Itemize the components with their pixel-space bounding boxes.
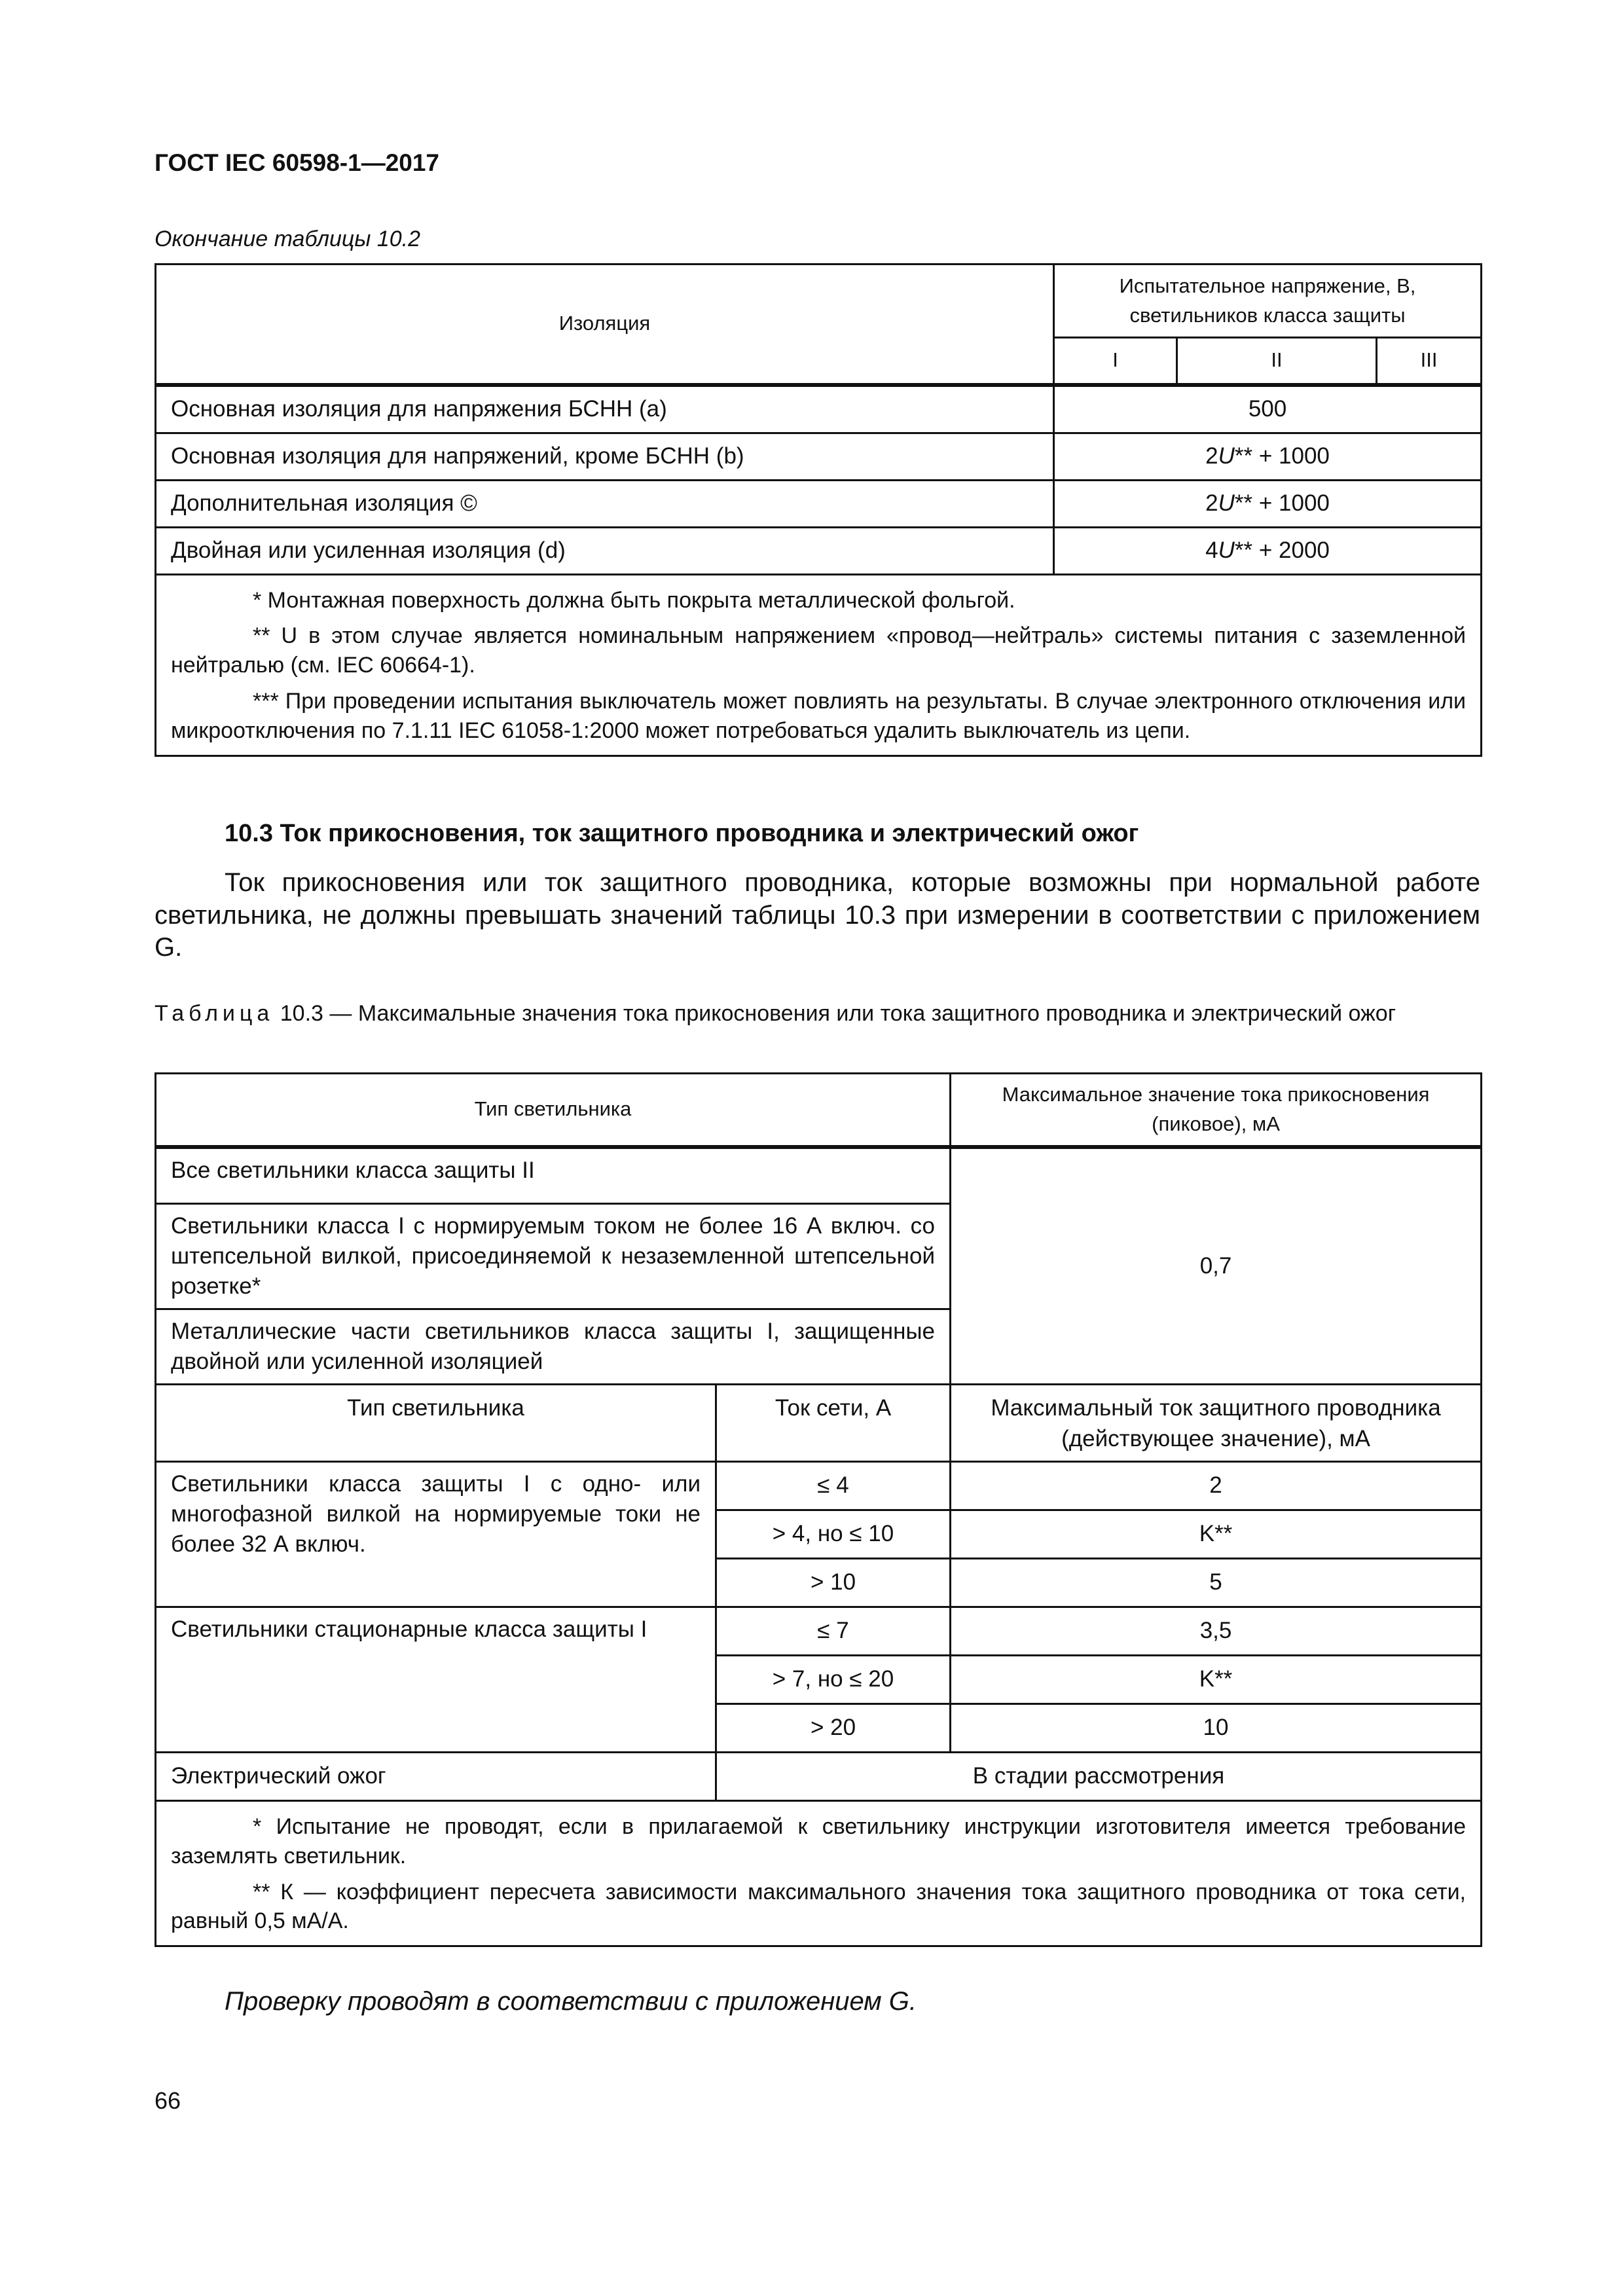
- variable-u: U: [1218, 443, 1235, 469]
- row-label: Светильники класса I с нормируемым током не более 16 А включ. со штепсельной вилкой, присоединяемой к незаземленной штепсельной розетке*: [156, 1203, 951, 1309]
- table-row: [156, 527, 1482, 574]
- mains-current-cell: ≤ 7: [716, 1607, 951, 1655]
- table-note: ** К — коэффициент пересчета зависимости максимального значения тока защитного проводника от тока сети, равный 0,5 мА/А.: [171, 1879, 1467, 1934]
- table-note: * Монтажная поверхность должна быть покрыта металлической фольгой.: [253, 587, 1015, 613]
- table-row: [156, 1461, 1482, 1510]
- table-row: [156, 1147, 1482, 1204]
- row-label: Металлические части светильников класса защиты I, защищенные двойной или усиленной изоляцией: [156, 1309, 951, 1385]
- subheader-max-protective-current: Максимальный ток защитного проводника (действующее значение), мА: [951, 1385, 1482, 1461]
- table-continuation-caption: Окончание таблицы 10.2: [155, 227, 420, 251]
- mains-current-cell: > 10: [716, 1558, 951, 1607]
- table-caption: [155, 999, 1480, 1028]
- table-10-2: [155, 263, 1482, 757]
- table-notes: [156, 1800, 1482, 1946]
- document-header: ГОСТ IEC 60598-1—2017: [155, 149, 440, 176]
- table-notes-row: [156, 1800, 1482, 1946]
- protective-current-cell: K**: [951, 1510, 1482, 1558]
- section-title: 10.3 Ток прикосновения, ток защитного проводника и электрический ожог: [225, 820, 1139, 847]
- table-note: * Испытание не проводят, если в прилагаемой к светильнику инструкции изготовителя имеется требование заземлять светильник.: [171, 1813, 1467, 1868]
- row-value: 500: [1054, 385, 1482, 433]
- table-notes-row: [156, 574, 1482, 756]
- row-label: Двойная или усиленная изоляция (d): [156, 527, 1054, 574]
- verification-note: Проверку проводят в соответствии с приложением G.: [225, 1987, 917, 2016]
- table-row: [156, 1607, 1482, 1655]
- row-label: Дополнительная изоляция ©: [156, 480, 1054, 527]
- table-row: [156, 385, 1482, 433]
- table-row: [156, 480, 1482, 527]
- table-note: *** При проведении испытания выключатель может повлиять на результаты. В случае электронного отключения или микроотключения по 7.1.11 IEC 61058-1:2000 может потребоваться удалить выключатель из цепи.: [171, 689, 1467, 743]
- group-label: Светильники стационарные класса защиты I: [156, 1607, 716, 1752]
- table-notes: [156, 574, 1482, 756]
- header-insulation: Изоляция: [156, 264, 1054, 385]
- row-value: 2U** + 1000: [1054, 480, 1482, 527]
- row-value: 4U** + 2000: [1054, 527, 1482, 574]
- variable-u: U: [1218, 490, 1235, 516]
- table-caption-label: Таблица: [155, 1001, 274, 1026]
- header-class-1: I: [1054, 338, 1177, 385]
- row-label: Электрический ожог: [156, 1752, 716, 1800]
- table-10-3: [155, 1072, 1482, 1947]
- header-luminaire-type: Тип светильника: [156, 1074, 951, 1147]
- protective-current-cell: 5: [951, 1558, 1482, 1607]
- header-class-2: II: [1177, 338, 1377, 385]
- mains-current-cell: ≤ 4: [716, 1461, 951, 1510]
- mains-current-cell: > 20: [716, 1704, 951, 1752]
- protective-current-cell: 2: [951, 1461, 1482, 1510]
- row-label: Основная изоляция для напряжения БСНН (a): [156, 385, 1054, 433]
- row-label: Основная изоляция для напряжений, кроме БСНН (b): [156, 433, 1054, 480]
- subheader-luminaire-type: Тип светильника: [156, 1385, 716, 1461]
- table-caption-text: 10.3 — Максимальные значения тока прикосновения или тока защитного проводника и электрический ожог: [280, 1001, 1396, 1026]
- table-subheader-row: [156, 1385, 1482, 1461]
- table-note: ** U в этом случае является номинальным напряжением «провод—нейтраль» системы питания с заземленной нейтралью (см. IEC 60664-1).: [171, 623, 1467, 678]
- table-row: [156, 433, 1482, 480]
- body-paragraph: Ток прикосновения или ток защитного проводника, которые возможны при нормальной работе светильника, не должны превышать значений таблицы 10.3 при измерении в соответствии с приложением G.: [155, 868, 1480, 962]
- header-class-3: III: [1377, 338, 1482, 385]
- protective-current-cell: 3,5: [951, 1607, 1482, 1655]
- header-test-voltage: Испытательное напряжение, В, светильников класса защиты: [1054, 264, 1482, 338]
- table-row: [156, 1752, 1482, 1800]
- page-number: 66: [155, 2087, 181, 2114]
- header-max-touch-current: Максимальное значение тока прикосновения (пиковое), мА: [951, 1074, 1482, 1147]
- row-value: В стадии рассмотрения: [716, 1752, 1482, 1800]
- subheader-mains-current: Ток сети, А: [716, 1385, 951, 1461]
- protective-current-cell: 10: [951, 1704, 1482, 1752]
- row-value: 2U** + 1000: [1054, 433, 1482, 480]
- mains-current-cell: > 7, но ≤ 20: [716, 1655, 951, 1704]
- variable-u: U: [1218, 538, 1235, 563]
- group-label: Светильники класса защиты I с одно- или многофазной вилкой на нормируемые токи не более 32 А включ.: [156, 1461, 716, 1607]
- row-label: Все светильники класса защиты II: [156, 1147, 951, 1204]
- protective-current-cell: K**: [951, 1655, 1482, 1704]
- mains-current-cell: > 4, но ≤ 10: [716, 1510, 951, 1558]
- touch-current-value: 0,7: [951, 1147, 1482, 1385]
